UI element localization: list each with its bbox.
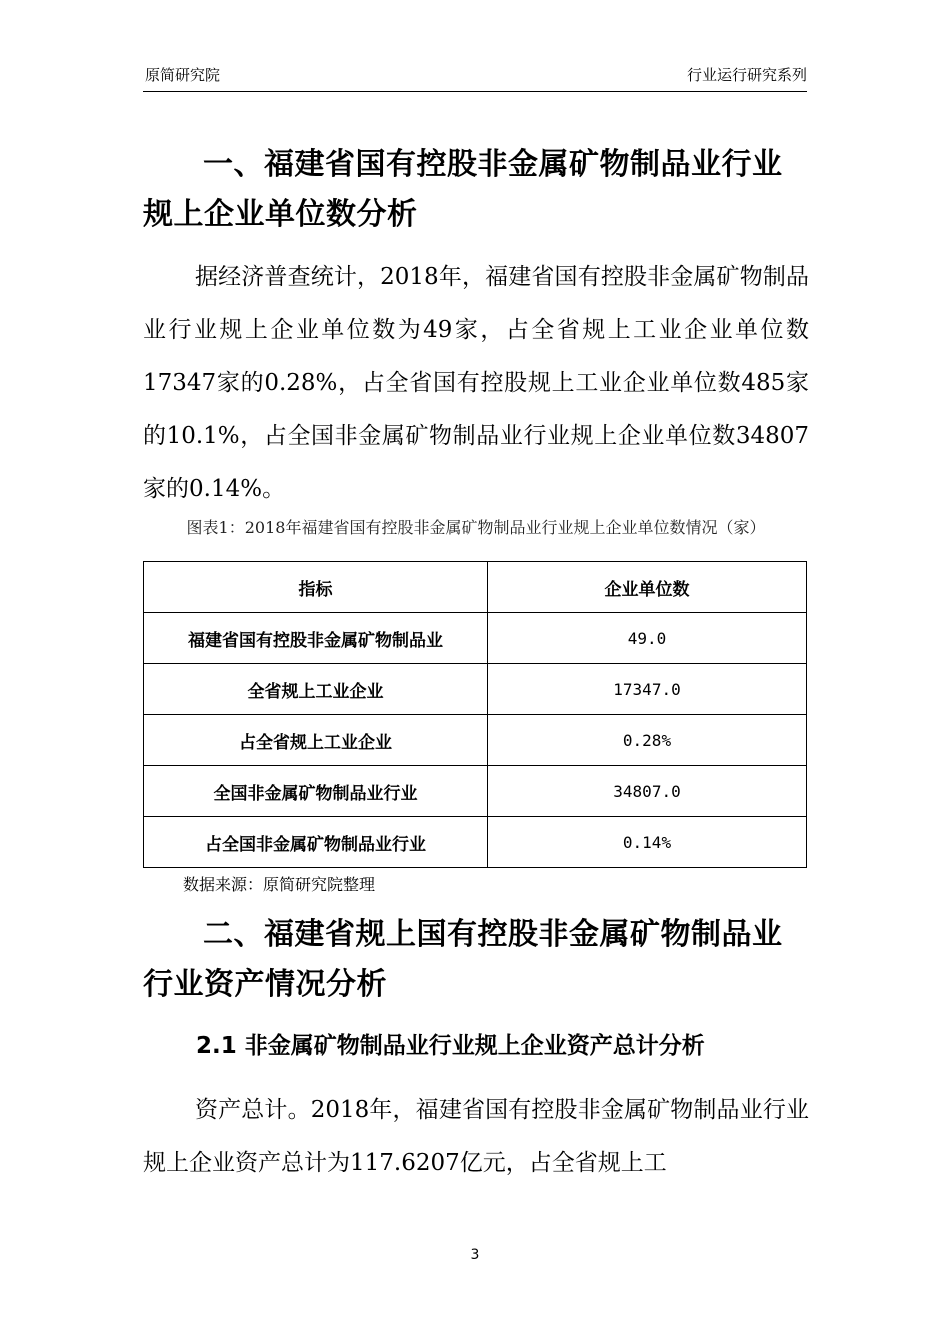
table1-caption: 图表1：2018年福建省国有控股非金属矿物制品业行业规上企业单位数情况（家） xyxy=(186,518,766,537)
section2-heading: 二、福建省规上国有控股非金属矿物制品业行业资产情况分析 xyxy=(143,917,783,1002)
table-cell-value: 0.28% xyxy=(488,715,807,766)
section2-paragraph: 资产总计。2018年，福建省国有控股非金属矿物制品业行业规上企业资产总计为117.6207亿元，占全省规上工 xyxy=(143,1097,809,1176)
table1-source-note: 数据来源：原简研究院整理 xyxy=(183,875,376,894)
header-series-name: 行业运行研究系列 xyxy=(686,66,807,84)
table-cell-value: 49.0 xyxy=(488,613,807,664)
table-row xyxy=(144,613,807,664)
table-row xyxy=(144,766,807,817)
section1-paragraph: 据经济普查统计，2018年，福建省国有控股非金属矿物制品业行业规上企业单位数为49家，占全省规上工业企业单位数17347家的0.28%，占全省国有控股规上工业企业单位数485家的10.1%，占全国非金属矿物制品业行业规上企业单位数34807家的0.14%。 xyxy=(143,264,809,502)
column-header-count: 企业单位数 xyxy=(488,562,807,613)
table1 xyxy=(143,561,807,868)
table-cell-indicator: 全国非金属矿物制品业行业 xyxy=(144,766,488,817)
page-number: 3 xyxy=(470,1247,480,1263)
table-row xyxy=(144,817,807,868)
table-cell-value: 34807.0 xyxy=(488,766,807,817)
table-row xyxy=(144,715,807,766)
table-cell-indicator: 占全省规上工业企业 xyxy=(144,715,488,766)
section1-heading: 一、福建省国有控股非金属矿物制品业行业规上企业单位数分析 xyxy=(143,147,783,232)
header-divider xyxy=(143,91,807,92)
table-cell-value: 17347.0 xyxy=(488,664,807,715)
table-cell-indicator: 全省规上工业企业 xyxy=(144,664,488,715)
header-org-name: 原简研究院 xyxy=(145,66,221,84)
column-header-indicator: 指标 xyxy=(144,562,488,613)
table-cell-indicator: 占全国非金属矿物制品业行业 xyxy=(144,817,488,868)
section2-subheading: 2.1 非金属矿物制品业行业规上企业资产总计分析 xyxy=(196,1033,705,1059)
table-header-row xyxy=(144,562,807,613)
table-cell-indicator: 福建省国有控股非金属矿物制品业 xyxy=(144,613,488,664)
table-cell-value: 0.14% xyxy=(488,817,807,868)
table-row xyxy=(144,664,807,715)
